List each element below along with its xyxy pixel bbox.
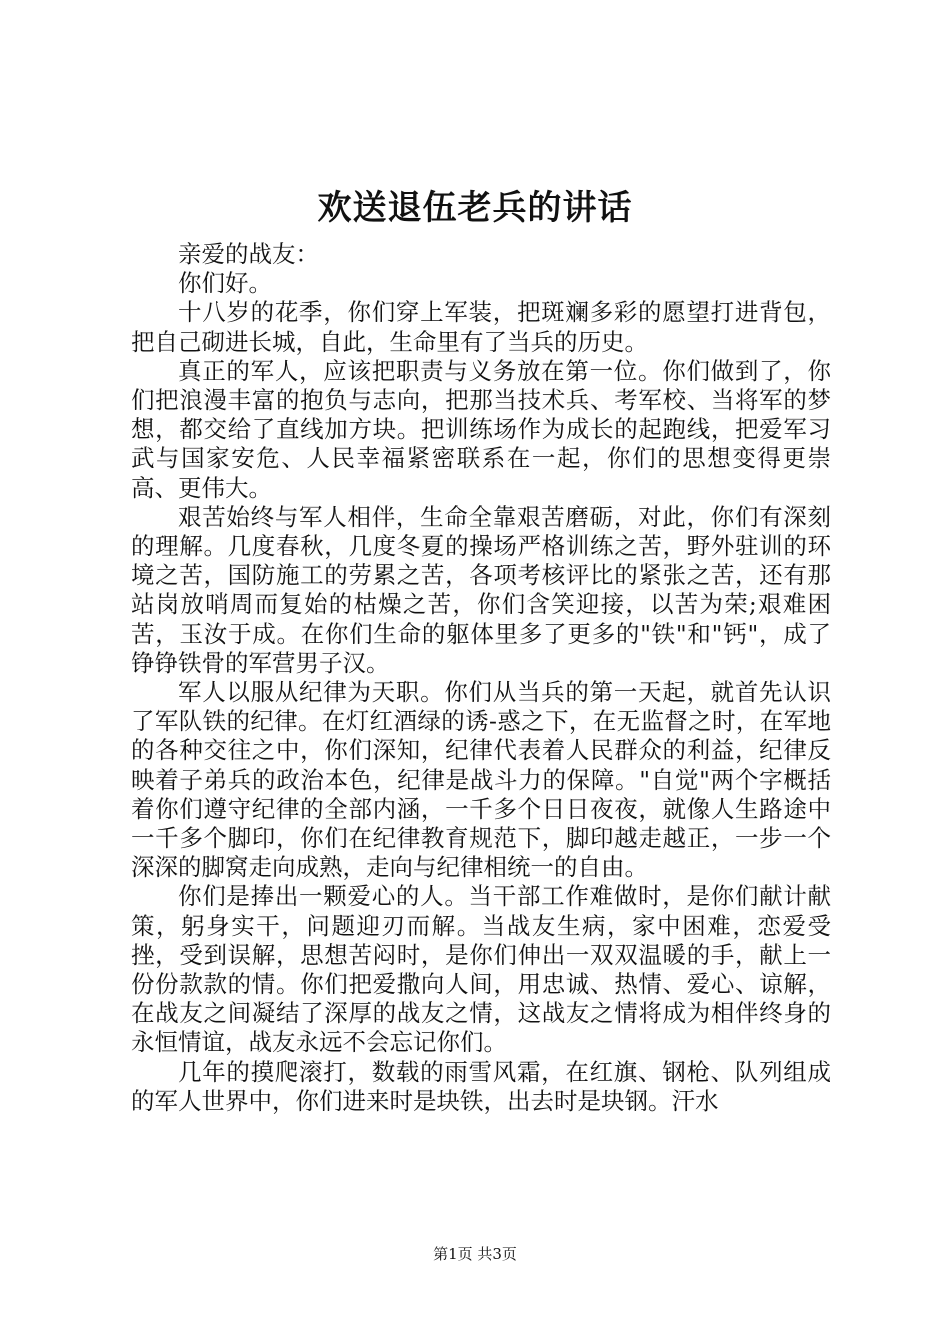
document-body xyxy=(131,240,831,1116)
body-paragraph: 真正的军人，应该把职责与义务放在第一位。你们做到了，你们把浪漫丰富的抱负与志向，把那当技术兵、考军校、当将军的梦想，都交给了直线加方块。把训练场作为成长的起跑线，把爱军习武与国家安危、人民幸福紧密联系在一起，你们的思想变得更崇高、更伟大。 xyxy=(131,356,831,502)
page-number-footer: 第1页 共3页 xyxy=(433,1245,517,1263)
greeting-paragraph: 亲爱的战友： xyxy=(178,240,319,268)
body-paragraph: 你们是捧出一颗爱心的人。当干部工作难做时，是你们献计献策，躬身实干，问题迎刃而解。当战友生病，家中困难，恋爱受挫，受到误解，思想苦闷时，是你们伸出一双双温暖的手，献上一份份款款的情。你们把爱撒向人间，用忠诚、热情、爱心、谅解，在战友之间凝结了深厚的战友之情，这战友之情将成为相伴终身的永恒情谊，战友永远不会忘记你们。 xyxy=(131,882,831,1057)
body-paragraph: 几年的摸爬滚打，数载的雨雪风霜，在红旗、钢枪、队列组成的军人世界中，你们进来时是块铁，出去时是块钢。汗水 xyxy=(131,1057,831,1115)
document-title: 欢送退伍老兵的讲话 xyxy=(317,188,633,228)
salutation-paragraph: 你们好。 xyxy=(178,269,272,298)
body-paragraph: 十八岁的花季，你们穿上军装，把斑斓多彩的愿望打进背包，把自己砌进长城，自此，生命里有了当兵的历史。 xyxy=(131,298,831,356)
body-paragraph: 军人以服从纪律为天职。你们从当兵的第一天起，就首先认识了军队铁的纪律。在灯红酒绿的诱-惑之下，在无监督之时，在军地的各种交往之中，你们深知，纪律代表着人民群众的利益，纪律反映着子弟兵的政治本色，纪律是战斗力的保障。"自觉"两个字概括着你们遵守纪律的全部内涵，一千多个日日夜夜，就像人生路途中一千多个脚印，你们在纪律教育规范下，脚印越走越正，一步一个深深的脚窝走向成熟，走向与纪律相统一的自由。 xyxy=(131,678,831,882)
body-paragraph: 艰苦始终与军人相伴，生命全靠艰苦磨砺，对此，你们有深刻的理解。几度春秋，几度冬夏的操场严格训练之苦，野外驻训的环境之苦，国防施工的劳累之苦，各项考核评比的紧张之苦，还有那站岗放哨周而复始的枯燥之苦，你们含笑迎接，以苦为荣;艰难困苦，玉汝于成。在你们生命的躯体里多了更多的"铁"和"钙"，成了铮铮铁骨的军营男子汉。 xyxy=(131,502,831,677)
